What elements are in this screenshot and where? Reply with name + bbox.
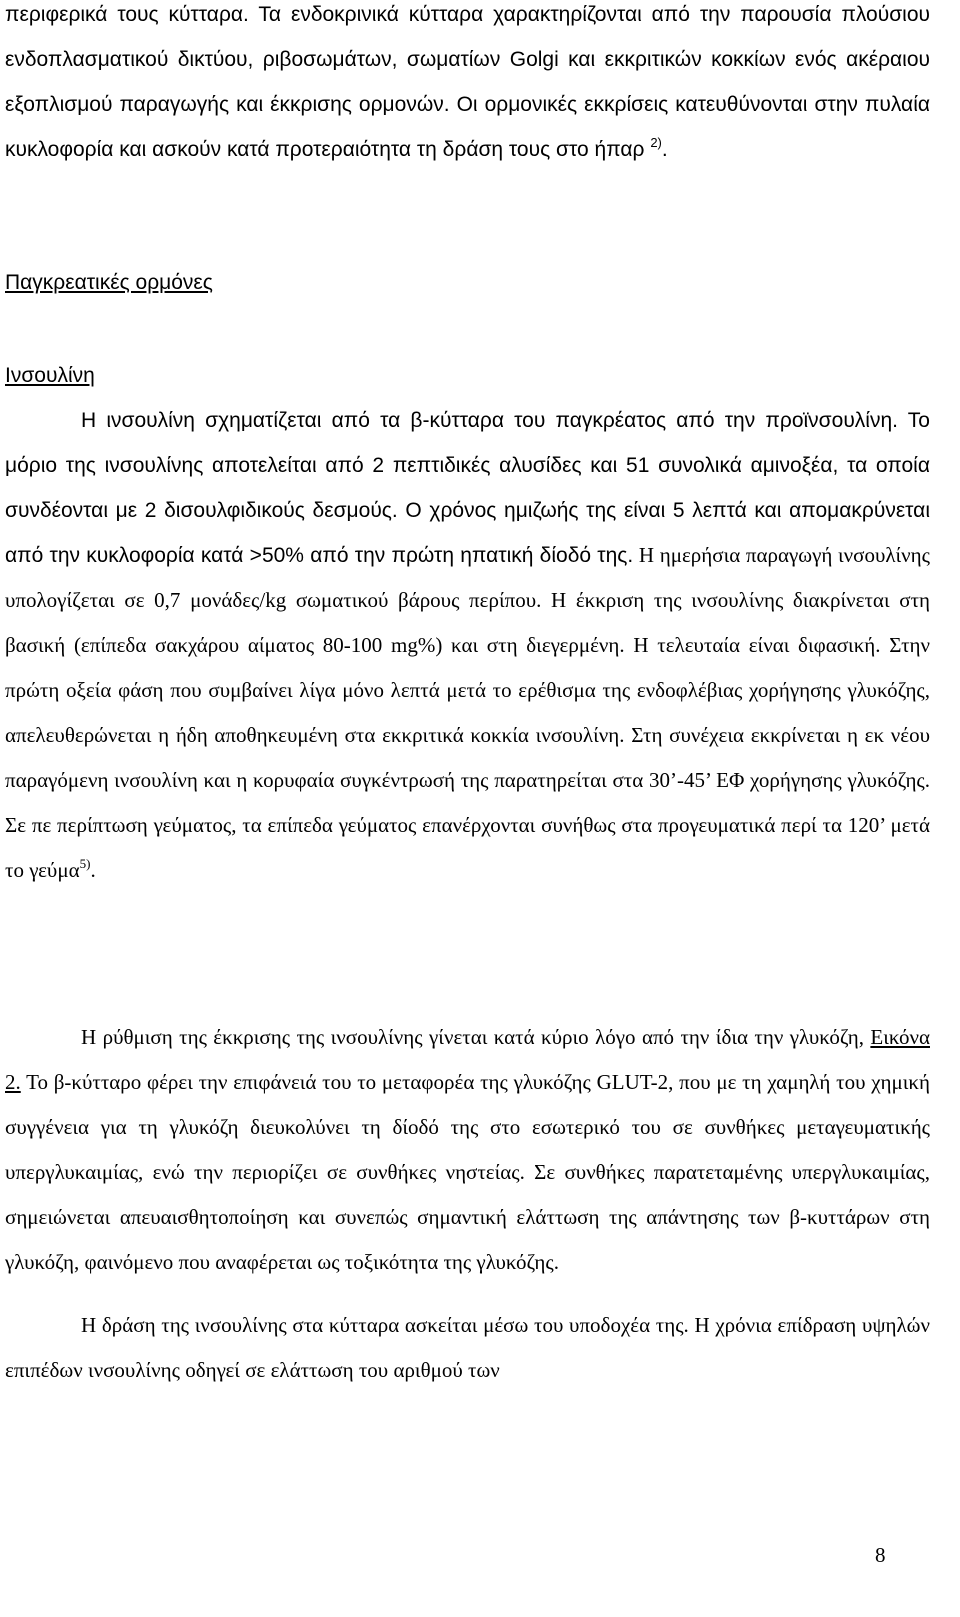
regulation-text-start: Η ρύθμιση της έκκρισης της ινσουλίνης γίνεται κατά κύριο λόγο από την ίδια την γλυκόζη,	[81, 1025, 871, 1049]
page-number: 8	[875, 1543, 886, 1567]
insulin-period: .	[90, 858, 96, 882]
regulation-paragraph	[5, 1015, 930, 1285]
insulin-citation: 5)	[79, 856, 91, 871]
insulin-paragraph-sans-part: Η ινσουλίνη σχηματίζεται από τα β-κύτταρα του παγκρέατος από την προϊνσουλίνη. Το μόριο της ινσουλίνης αποτελείται από 2 πεπτιδικές αλυσίδες και 51 συνολικά αμινοξέα, τα οποία συνδέονται με 2 δισουλφιδικούς δεσμούς. Ο χρόνος ημιζωής της είναι 5 λεπτά και απομακρύνεται από την κυκλοφορία κατά >50% από την πρώτη ηπατική δίοδό της.	[5, 409, 930, 567]
intro-paragraph	[5, 0, 930, 172]
regulation-text-end: Το β-κύτταρο φέρει την επιφάνειά του το μεταφορέα της γλυκόζης GLUT-2, που με τη χαμηλή του χημική συγγένεια για τη γλυκόζη διευκολύνει τη δίοδό της στο εσωτερικό του σε συνθήκες μεταγευματικής υπεργλυκαιμίας, ενώ την περιορίζει σε συνθήκες νηστείας. Σε συνθήκες παρατεταμένης υπεργλυκαιμίας, σημειώνεται απευαισθητοποίηση και συνεπώς σημαντική ελάττωση της απάντησης των β-κυττάρων στη γλυκόζη, φαινόμενο που αναφέρεται ως τοξικότητα της γλυκόζης.	[5, 1070, 930, 1274]
intro-text: περιφερικά τους κύτταρα. Τα ενδοκρινικά κύτταρα χαρακτηρίζονται από την παρουσία πλούσιου ενδοπλασματικού δικτύου, ριβοσωμάτων, σωματίων Golgi και εκκριτικών κοκκίων ενός ακέραιου εξοπλισμού παραγωγής και έκκρισης ορμονών. Οι ορμονικές εκκρίσεις κατευθύνονται στην πυλαία κυκλοφορία και ασκούν κατά προτεραιότητα τη δράση τους στο ήπαρ	[5, 3, 930, 161]
figure-2-link[interactable]: Εικόνα 2.	[5, 1025, 930, 1094]
insulin-paragraph-serif-part: Η ημερήσια παραγωγή ινσουλίνης υπολογίζεται σε 0,7 μονάδες/kg σωματικού βάρους περίπου. Η έκκριση της ινσουλίνης διακρίνεται στη βασική (επίπεδα σακχάρου αίματος 80-100 mg%) και στη διεγερμένη. Η τελευταία είναι διφασική. Στην πρώτη οξεία φάση που συμβαίνει λίγα μόνο λεπτά μετά το ερέθισμα της ενδοφλέβιας χορήγησης γλυκόζης, απελευθερώνεται η ήδη αποθηκευμένη στα εκκριτικά κοκκία ινσουλίνη. Στη συνέχεια εκκρίνεται η εκ νέου παραγόμενη ινσουλίνη και η κορυφαία συγκέντρωσή της παρατηρείται στα 30’-45’ ΕΦ χορήγησης γλυκόζης. Σε πε περίπτωση γεύματος, τα επίπεδα γεύματος επανέρχονται συνήθως στα προγευματικά περί τα 120’ μετά το γεύμα	[5, 543, 930, 882]
insulin-paragraph	[5, 398, 930, 893]
action-paragraph: Η δράση της ινσουλίνης στα κύτταρα ασκείται μέσω του υποδοχέα της. Η χρόνια επίδραση υψηλών επιπέδων ινσουλίνης οδηγεί σε ελάττωση του αριθμού των	[5, 1313, 930, 1382]
intro-period: .	[661, 138, 668, 161]
subsection-heading: Ινσουλίνη	[5, 364, 95, 387]
section-heading: Παγκρεατικές ορμόνες	[5, 271, 213, 294]
intro-citation: 2)	[650, 135, 662, 150]
